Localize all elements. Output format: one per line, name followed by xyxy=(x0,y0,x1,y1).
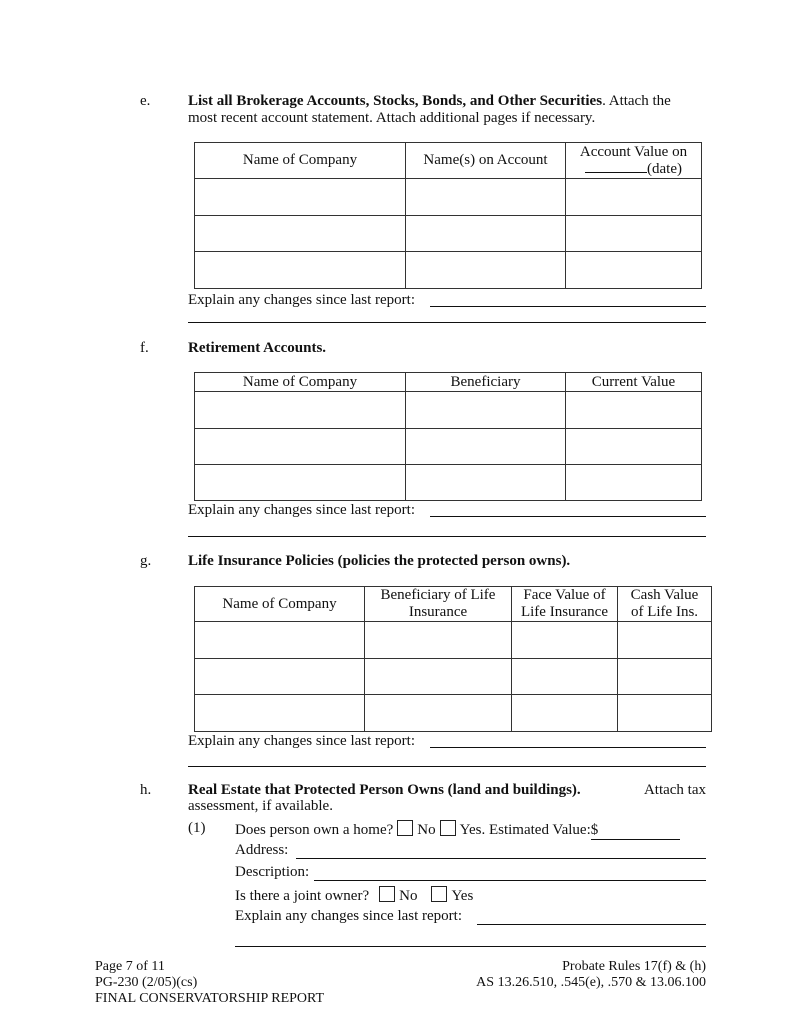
section-g-explain-line[interactable] xyxy=(430,747,706,748)
cell[interactable] xyxy=(512,695,618,732)
cell[interactable] xyxy=(512,659,618,695)
table-row xyxy=(195,392,702,429)
header-face-value-line2: Life Insurance xyxy=(520,604,609,620)
footer-form-number: PG-230 (2/05)(cs) xyxy=(95,975,198,990)
cell[interactable] xyxy=(566,429,702,465)
table-row xyxy=(195,659,712,695)
table-row xyxy=(195,252,702,289)
cell[interactable] xyxy=(195,622,365,659)
section-g-explain-label: Explain any changes since last report: xyxy=(188,733,416,749)
retirement-accounts-table xyxy=(194,372,702,501)
joint-owner-no-label: No xyxy=(399,888,418,904)
cell[interactable] xyxy=(406,252,566,289)
header-name-of-company: Name of Company xyxy=(195,373,406,392)
header-cash-value-line2: of Life Ins. xyxy=(630,604,699,620)
cell[interactable] xyxy=(195,179,406,216)
footer-probate-rules: Probate Rules 17(f) & (h) xyxy=(562,959,706,974)
cell[interactable] xyxy=(406,429,566,465)
cell[interactable] xyxy=(618,695,712,732)
cell[interactable] xyxy=(195,659,365,695)
section-f-letter: f. xyxy=(140,340,149,356)
own-home-no-checkbox[interactable] xyxy=(397,820,413,836)
own-home-no-label: No xyxy=(417,822,436,838)
cell[interactable] xyxy=(406,216,566,252)
date-blank[interactable] xyxy=(585,172,647,173)
footer-page-number: Page 7 of 11 xyxy=(95,959,165,974)
header-name-of-company: Name of Company xyxy=(195,143,406,179)
section-h-letter: h. xyxy=(140,782,152,798)
cell[interactable] xyxy=(406,465,566,501)
cell[interactable] xyxy=(406,179,566,216)
cell[interactable] xyxy=(618,659,712,695)
section-g-letter: g. xyxy=(140,553,152,569)
table-row xyxy=(195,622,712,659)
header-beneficiary xyxy=(365,587,512,622)
joint-owner-yes-label: Yes xyxy=(451,888,474,904)
table-row xyxy=(195,216,702,252)
cell[interactable] xyxy=(195,695,365,732)
table-row xyxy=(195,429,702,465)
header-cash-value xyxy=(618,587,712,622)
section-h-explain-label: Explain any changes since last report: xyxy=(235,908,463,924)
header-current-value: Current Value xyxy=(566,373,702,392)
footer-statutes: AS 13.26.510, .545(e), .570 & 13.06.100 xyxy=(476,975,706,990)
header-beneficiary-line1: Beneficiary of Life xyxy=(380,587,496,603)
section-h-instructions: assessment, if available. xyxy=(188,798,333,814)
section-h-heading xyxy=(188,782,706,799)
header-names-on-account: Name(s) on Account xyxy=(406,143,566,179)
cell[interactable] xyxy=(566,252,702,289)
brokerage-accounts-table xyxy=(194,142,702,289)
cell[interactable] xyxy=(195,252,406,289)
section-e-explain-line-2[interactable] xyxy=(188,322,706,323)
table-header-row xyxy=(195,373,702,392)
section-g-explain-line-2[interactable] xyxy=(188,766,706,767)
header-name-of-company: Name of Company xyxy=(195,587,365,622)
joint-owner-no-checkbox[interactable] xyxy=(379,886,395,902)
table-row xyxy=(195,695,712,732)
section-e-letter: e. xyxy=(140,93,151,109)
cell[interactable] xyxy=(406,392,566,429)
header-cash-value-line1: Cash Value xyxy=(630,587,699,603)
cell[interactable] xyxy=(195,465,406,501)
section-f-title: Retirement Accounts. xyxy=(188,340,327,356)
address-label: Address: xyxy=(235,842,289,858)
item-number: (1) xyxy=(188,820,206,836)
cell[interactable] xyxy=(195,392,406,429)
section-e-explain-line[interactable] xyxy=(430,306,706,307)
section-f-explain-line[interactable] xyxy=(430,516,706,517)
cell[interactable] xyxy=(566,216,702,252)
table-header-row xyxy=(195,587,712,622)
own-home-row xyxy=(235,820,680,840)
cell[interactable] xyxy=(618,622,712,659)
table-header-row xyxy=(195,143,702,179)
section-e-instructions: most recent account statement. Attach additional pages if necessary. xyxy=(188,110,596,126)
header-account-value xyxy=(566,143,702,179)
cell[interactable] xyxy=(566,392,702,429)
section-e-explain-label: Explain any changes since last report: xyxy=(188,292,416,308)
own-home-yes-checkbox[interactable] xyxy=(440,820,456,836)
cell[interactable] xyxy=(365,622,512,659)
address-field[interactable] xyxy=(296,858,706,859)
section-h-explain-line-2[interactable] xyxy=(235,946,706,947)
cell[interactable] xyxy=(566,465,702,501)
footer-form-title: FINAL CONSERVATORSHIP REPORT xyxy=(95,991,325,1006)
section-h-explain-line[interactable] xyxy=(477,924,706,925)
joint-owner-row xyxy=(235,886,473,905)
section-e-heading xyxy=(188,93,706,110)
estimated-value-field[interactable] xyxy=(591,822,680,840)
header-account-value-label: Account Value on xyxy=(579,143,688,160)
joint-owner-yes-checkbox[interactable] xyxy=(431,886,447,902)
section-h-title: Real Estate that Protected Person Owns (land and buildings). xyxy=(188,782,581,798)
header-face-value xyxy=(512,587,618,622)
description-label: Description: xyxy=(235,864,310,880)
own-home-label: Does person own a home? xyxy=(235,822,394,838)
cell[interactable] xyxy=(566,179,702,216)
life-insurance-table xyxy=(194,586,712,732)
cell[interactable] xyxy=(195,429,406,465)
section-f-explain-line-2[interactable] xyxy=(188,536,706,537)
description-field[interactable] xyxy=(314,880,706,881)
cell[interactable] xyxy=(512,622,618,659)
header-face-value-line1: Face Value of xyxy=(523,587,606,603)
header-beneficiary: Beneficiary xyxy=(406,373,566,392)
header-beneficiary-line2: Insurance xyxy=(408,604,468,620)
section-f-explain-label: Explain any changes since last report: xyxy=(188,502,416,518)
section-e-title: List all Brokerage Accounts, Stocks, Bonds, and Other Securities xyxy=(188,93,603,109)
cell[interactable] xyxy=(195,216,406,252)
dollar-sign: $ xyxy=(590,822,599,838)
joint-owner-label: Is there a joint owner? xyxy=(235,888,370,904)
cell[interactable] xyxy=(365,695,512,732)
section-e-title-suffix: . Attach the xyxy=(602,93,671,109)
section-g-title: Life Insurance Policies (policies the protected person owns). xyxy=(188,553,571,569)
section-h-title-suffix: Attach tax xyxy=(643,782,706,798)
own-home-yes-label: Yes. Estimated Value: xyxy=(459,822,591,838)
table-row xyxy=(195,465,702,501)
cell[interactable] xyxy=(365,659,512,695)
table-row xyxy=(195,179,702,216)
header-date-label: (date) xyxy=(647,160,682,177)
